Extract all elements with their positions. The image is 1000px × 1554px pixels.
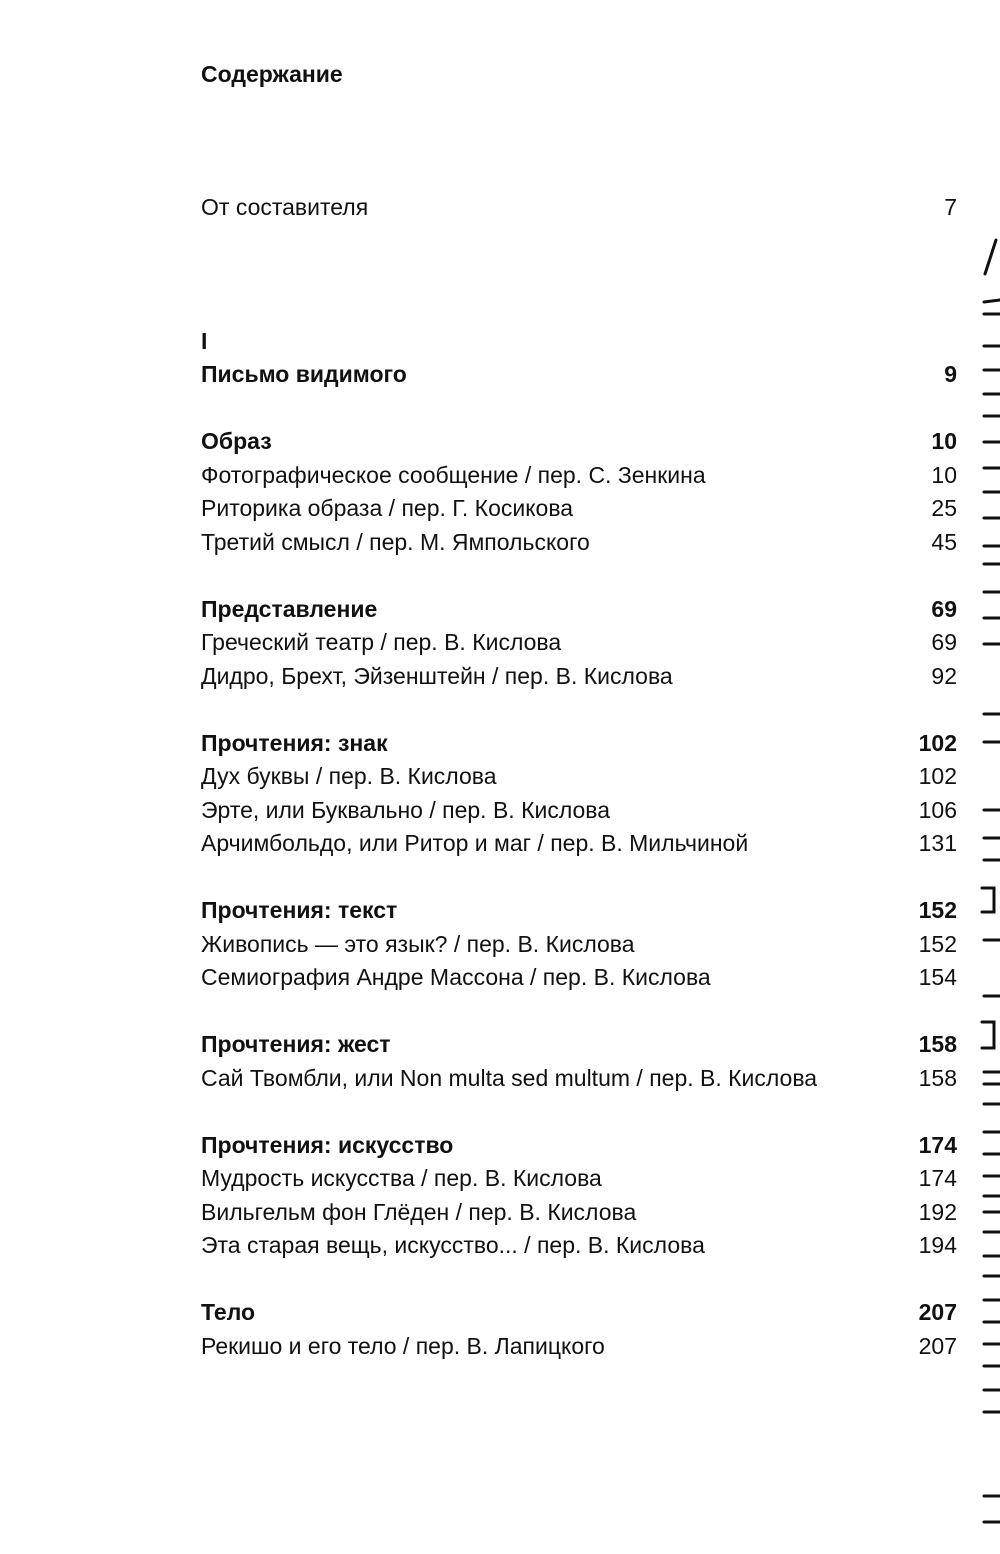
section-heading xyxy=(201,727,957,761)
toc-entry-title: Сай Твомбли, или Non multa sed multum / пер. В. Кислова xyxy=(201,1064,818,1091)
section-heading xyxy=(201,1296,957,1330)
page-edge-marks xyxy=(970,230,1000,1554)
part-numeral: I xyxy=(201,327,208,354)
section-page: 207 xyxy=(918,1299,957,1325)
toc-entry-page: 194 xyxy=(918,1232,957,1258)
toc-entry-page: 69 xyxy=(931,629,957,655)
section-page: 10 xyxy=(931,428,957,454)
toc-entry xyxy=(201,660,957,694)
toc-entry-title: Рекишо и его тело / пер. В. Лапицкого xyxy=(201,1332,605,1359)
toc-entry-page: 152 xyxy=(918,930,957,957)
section-title: Прочтения: текст xyxy=(201,897,398,923)
toc-entry xyxy=(201,1062,957,1096)
toc-entry-title: От составителя xyxy=(201,194,369,220)
section-title: Прочтения: знак xyxy=(201,729,388,756)
toc-entry xyxy=(201,760,957,794)
toc-entry-title: Эрте, или Буквально / пер. В. Кислова xyxy=(201,796,611,823)
toc-entry xyxy=(201,794,957,828)
toc-entry xyxy=(201,961,957,995)
toc-entry-page: 25 xyxy=(931,495,957,521)
toc-entry-page: 154 xyxy=(918,964,957,990)
toc-entry-title: Риторика образа / пер. Г. Косикова xyxy=(201,495,574,521)
toc-entry-intro xyxy=(201,191,957,225)
toc-entry xyxy=(201,626,957,660)
toc-sections xyxy=(201,392,957,1364)
toc-entry-page: 158 xyxy=(918,1064,957,1091)
section-heading xyxy=(201,425,957,459)
toc-entry xyxy=(201,1162,957,1196)
toc-entry-page: 102 xyxy=(918,763,957,789)
toc-entry-title: Дидро, Брехт, Эйзенштейн / пер. В. Кислова xyxy=(201,662,673,689)
toc-entry-title: Эта старая вещь, искусство... / пер. В. Кислова xyxy=(201,1232,705,1258)
section-title: Образ xyxy=(201,428,272,454)
section-heading xyxy=(201,894,957,928)
part-title: Письмо видимого xyxy=(201,361,407,387)
section-title: Прочтения: жест xyxy=(201,1031,391,1057)
toc-entry xyxy=(201,928,957,962)
section-title: Прочтения: искусство xyxy=(201,1131,454,1158)
toc-entry-title: Греческий театр / пер. В. Кислова xyxy=(201,629,562,655)
toc-entry-page: 10 xyxy=(931,461,957,488)
toc-entry-title: Третий смысл / пер. М. Ямпольского xyxy=(201,528,590,555)
section-page: 158 xyxy=(918,1031,957,1057)
toc-entry xyxy=(201,1229,957,1263)
toc-entry xyxy=(201,459,957,493)
toc-entry-page: 106 xyxy=(918,796,957,823)
toc-entry xyxy=(201,827,957,861)
section-page: 69 xyxy=(931,595,957,622)
toc-entry-title: Дух буквы / пер. В. Кислова xyxy=(201,763,497,789)
toc-entry-title: Фотографическое сообщение / пер. С. Зенкина xyxy=(201,461,706,488)
toc-entry xyxy=(201,526,957,560)
toc-entry xyxy=(201,492,957,526)
section-heading xyxy=(201,1028,957,1062)
toc-entry-page: 92 xyxy=(931,662,957,689)
part-page: 9 xyxy=(944,361,957,387)
page-title: Содержание xyxy=(201,61,343,87)
toc-entry-title: Живопись — это язык? / пер. В. Кислова xyxy=(201,930,635,957)
toc-entry-title: Вильгельм фон Глёден / пер. В. Кислова xyxy=(201,1198,637,1225)
toc-entry-title: Арчимбольдо, или Ритор и маг / пер. В. Мильчиной xyxy=(201,830,749,856)
toc-entry-page: 174 xyxy=(918,1165,957,1191)
section-page: 102 xyxy=(918,729,957,756)
section-title: Представление xyxy=(201,595,378,622)
section-title: Тело xyxy=(201,1299,256,1325)
toc-entry-page: 45 xyxy=(931,528,957,555)
toc-entry xyxy=(201,1330,957,1364)
toc-entry-page: 131 xyxy=(918,830,957,856)
section-heading xyxy=(201,1129,957,1163)
section-heading xyxy=(201,593,957,627)
toc-entry-title: Семиография Андре Массона / пер. В. Кислова xyxy=(201,964,711,990)
toc-entry-title: Мудрость искусства / пер. В. Кислова xyxy=(201,1165,602,1191)
toc-entry-page: 192 xyxy=(918,1198,957,1225)
section-page: 152 xyxy=(918,897,957,923)
toc-entry-page: 7 xyxy=(944,194,957,220)
toc-entry xyxy=(201,1196,957,1230)
part-heading xyxy=(201,358,957,392)
toc-entry-page: 207 xyxy=(918,1332,957,1359)
table-of-contents xyxy=(201,191,957,1363)
section-page: 174 xyxy=(918,1131,957,1158)
